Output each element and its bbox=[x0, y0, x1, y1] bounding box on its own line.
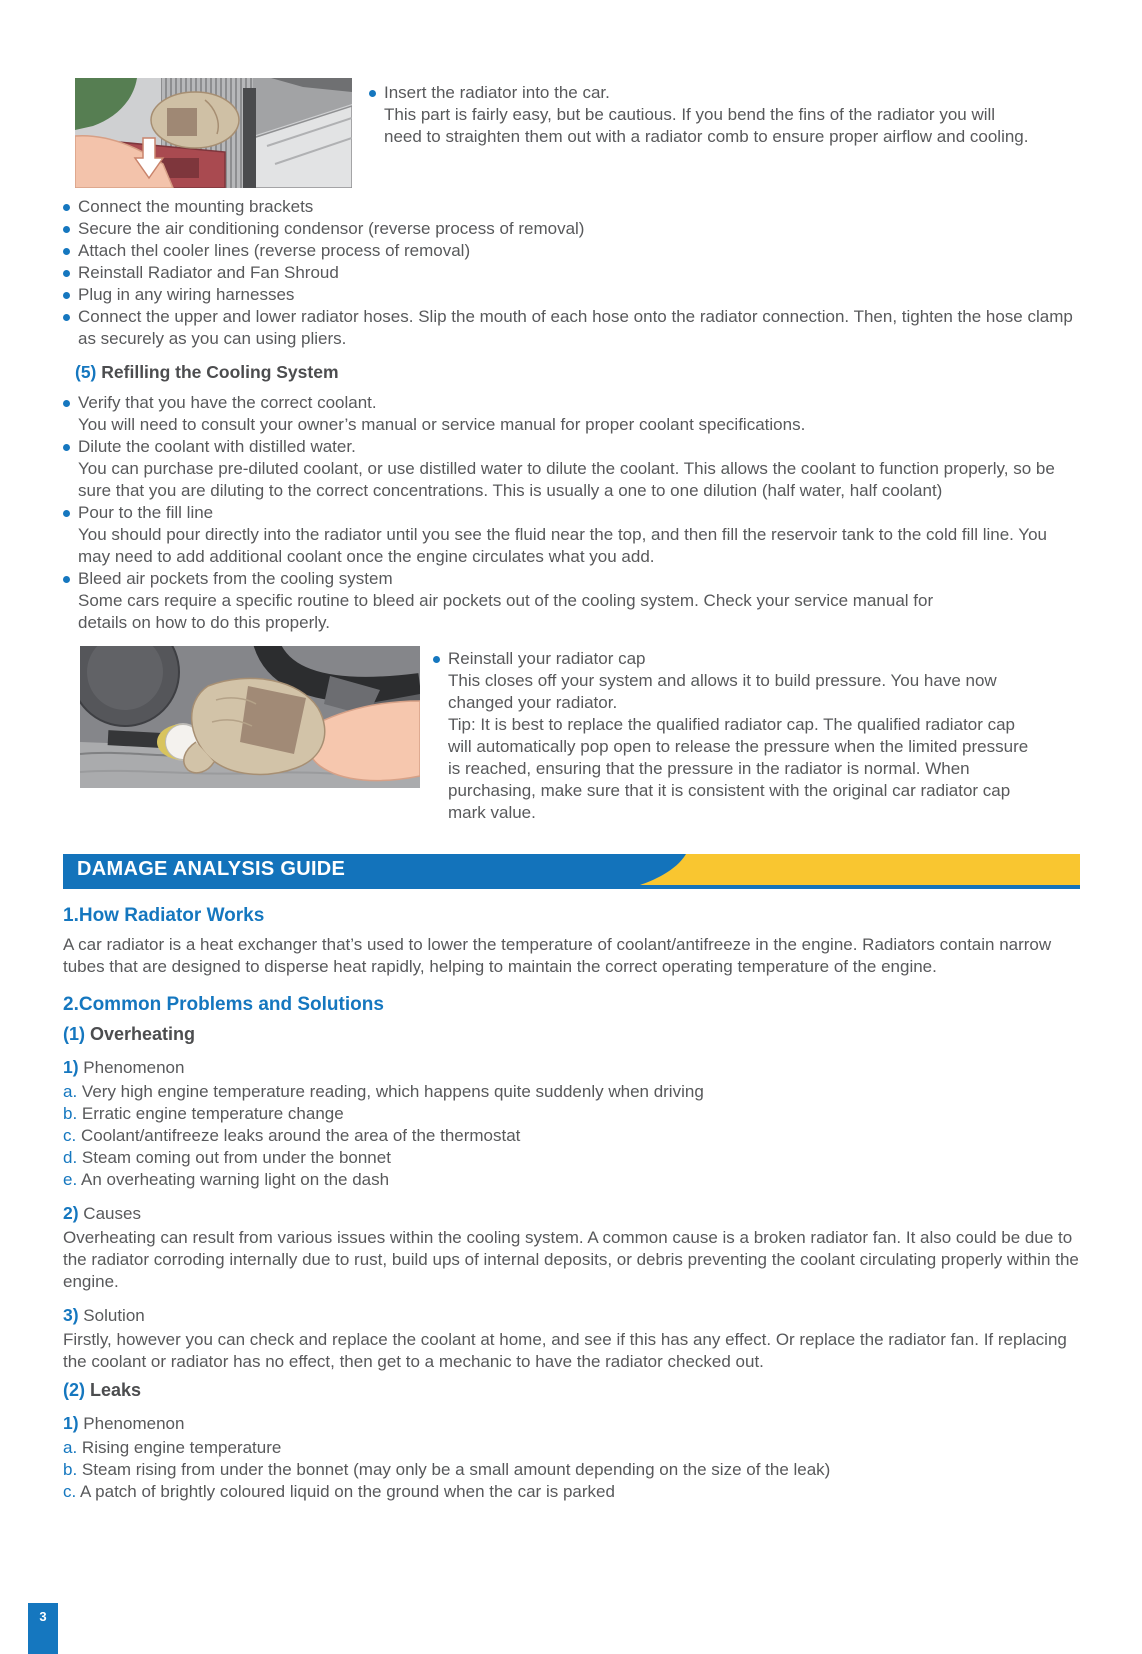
bullet-icon bbox=[63, 226, 70, 233]
list-item bbox=[369, 82, 1032, 148]
overheating-heading: (1) Overheating bbox=[63, 1024, 196, 1044]
insert-body: This part is fairly easy, but be cautious. If you bend the fins of the radiator you will need to straighten them out with a radiator comb to ensure proper airflow and cooling. bbox=[384, 105, 1029, 146]
radiator-cap-section bbox=[63, 646, 1080, 824]
list-item: d. Steam coming out from under the bonnet bbox=[63, 1148, 391, 1167]
list-item: a. Rising engine temperature bbox=[63, 1438, 282, 1457]
install-steps-list bbox=[63, 196, 1080, 350]
list-item: c. A patch of brightly coloured liquid on the ground when the car is parked bbox=[63, 1482, 615, 1501]
radiator-cap-illustration bbox=[80, 646, 420, 788]
bullet-icon bbox=[63, 292, 70, 299]
page-number-badge: 3 bbox=[28, 1603, 58, 1654]
bullet-icon bbox=[63, 400, 70, 407]
list-item: Verify that you have the correct coolant. You will need to consult your owner’s manual or service manual for proper coolant specifications. bbox=[63, 392, 1080, 436]
banner-title: DAMAGE ANALYSIS GUIDE bbox=[77, 858, 346, 880]
phenomenon-heading-2: 1) Phenomenon bbox=[63, 1413, 185, 1433]
refill-heading bbox=[75, 361, 1080, 383]
list-item: Pour to the fill line You should pour directly into the radiator until you see the fluid near the top, and then fill the reservoir tank to the cold fill line. You may need to add additional coolant once the engine circulates what you add. bbox=[63, 502, 1080, 568]
solution-heading: 3) Solution bbox=[63, 1305, 145, 1325]
damage-analysis-banner bbox=[63, 854, 1080, 889]
list-item: a. Very high engine temperature reading, which happens quite suddenly when driving bbox=[63, 1082, 704, 1101]
leaks-phenomenon-list bbox=[63, 1437, 1080, 1503]
how-radiator-works-heading: 1.How Radiator Works bbox=[63, 905, 265, 926]
bullet-icon bbox=[369, 90, 376, 97]
common-problems-heading: 2.Common Problems and Solutions bbox=[63, 994, 384, 1015]
list-item: c. Coolant/antifreeze leaks around the area of the thermostat bbox=[63, 1126, 521, 1145]
list-item bbox=[433, 648, 1036, 824]
refill-heading-label: Refilling the Cooling System bbox=[101, 362, 339, 382]
bullet-icon bbox=[63, 248, 70, 255]
cap-body-1: This closes off your system and allows it to build pressure. You have now changed your radiator. bbox=[448, 671, 997, 712]
refill-steps-list bbox=[63, 392, 1080, 634]
bullet-icon bbox=[63, 444, 70, 451]
cap-body-2: Tip: It is best to replace the qualified radiator cap. The qualified radiator cap will automatically pop open to release the pressure when the limited pressure is reached, ensuring that the pressure in the radiator is normal. When purchasing, make sure that it is consistent with the original car radiator cap mark value. bbox=[448, 715, 1029, 822]
bullet-icon bbox=[63, 576, 70, 583]
bullet-icon bbox=[63, 270, 70, 277]
refill-heading-number: (5) bbox=[75, 362, 97, 382]
list-item: Dilute the coolant with distilled water. You can purchase pre-diluted coolant, or use distilled water to dilute the coolant. This allows the coolant to function properly, so be sure that you are diluting to the correct concentrations. This is usually a one to one dilution (half water, half coolant) bbox=[63, 436, 1080, 502]
insert-title: Insert the radiator into the car. bbox=[384, 83, 610, 102]
list-item: Connect the upper and lower radiator hoses. Slip the mouth of each hose onto the radiator connection. Then, tighten the hose clamp as securely as you can using pliers. bbox=[63, 306, 1080, 350]
list-item: b. Erratic engine temperature change bbox=[63, 1104, 344, 1123]
causes-paragraph: Overheating can result from various issues within the cooling system. A common cause is a broken radiator fan. It also could be due to the radiator corroding internally due to rust, build ups of internal deposits, or debris preventing the coolant circulating properly within the engine. bbox=[63, 1228, 1079, 1291]
phenomenon-heading-1: 1) Phenomenon bbox=[63, 1057, 185, 1077]
how-radiator-works-paragraph: A car radiator is a heat exchanger that’s used to lower the temperature of coolant/antifreeze in the engine. Radiators contain narrow tubes that are designed to disperse heat rapidly, helping to maintain the correct operating temperature of the engine. bbox=[63, 935, 1052, 976]
solution-paragraph: Firstly, however you can check and replace the coolant at home, and see if this has any effect. Or replace the radiator fan. If replacing the coolant or radiator has no effect, then get to a mechanic to have the radiator checked out. bbox=[63, 1330, 1067, 1371]
list-item: e. An overheating warning light on the dash bbox=[63, 1170, 390, 1189]
cap-title: Reinstall your radiator cap bbox=[448, 649, 646, 668]
list-item: Attach thel cooler lines (reverse process of removal) bbox=[63, 240, 1080, 262]
radiator-insert-illustration bbox=[75, 78, 352, 188]
insert-radiator-section bbox=[63, 78, 1080, 188]
overheating-phenomenon-list bbox=[63, 1081, 1080, 1191]
list-item: Plug in any wiring harnesses bbox=[63, 284, 1080, 306]
bullet-icon bbox=[433, 656, 440, 663]
list-item: Reinstall Radiator and Fan Shroud bbox=[63, 262, 1080, 284]
list-item: b. Steam rising from under the bonnet (may only be a small amount depending on the size of the leak) bbox=[63, 1460, 831, 1479]
causes-heading: 2) Causes bbox=[63, 1203, 141, 1223]
list-item: Bleed air pockets from the cooling system Some cars require a specific routine to bleed air pockets out of the cooling system. Check your service manual for details on how to do this properly. bbox=[63, 568, 1080, 634]
leaks-heading: (2) Leaks bbox=[63, 1380, 142, 1400]
bullet-icon bbox=[63, 204, 70, 211]
bullet-icon bbox=[63, 314, 70, 321]
list-item: Connect the mounting brackets bbox=[63, 196, 1080, 218]
bullet-icon bbox=[63, 510, 70, 517]
list-item: Secure the air conditioning condensor (reverse process of removal) bbox=[63, 218, 1080, 240]
